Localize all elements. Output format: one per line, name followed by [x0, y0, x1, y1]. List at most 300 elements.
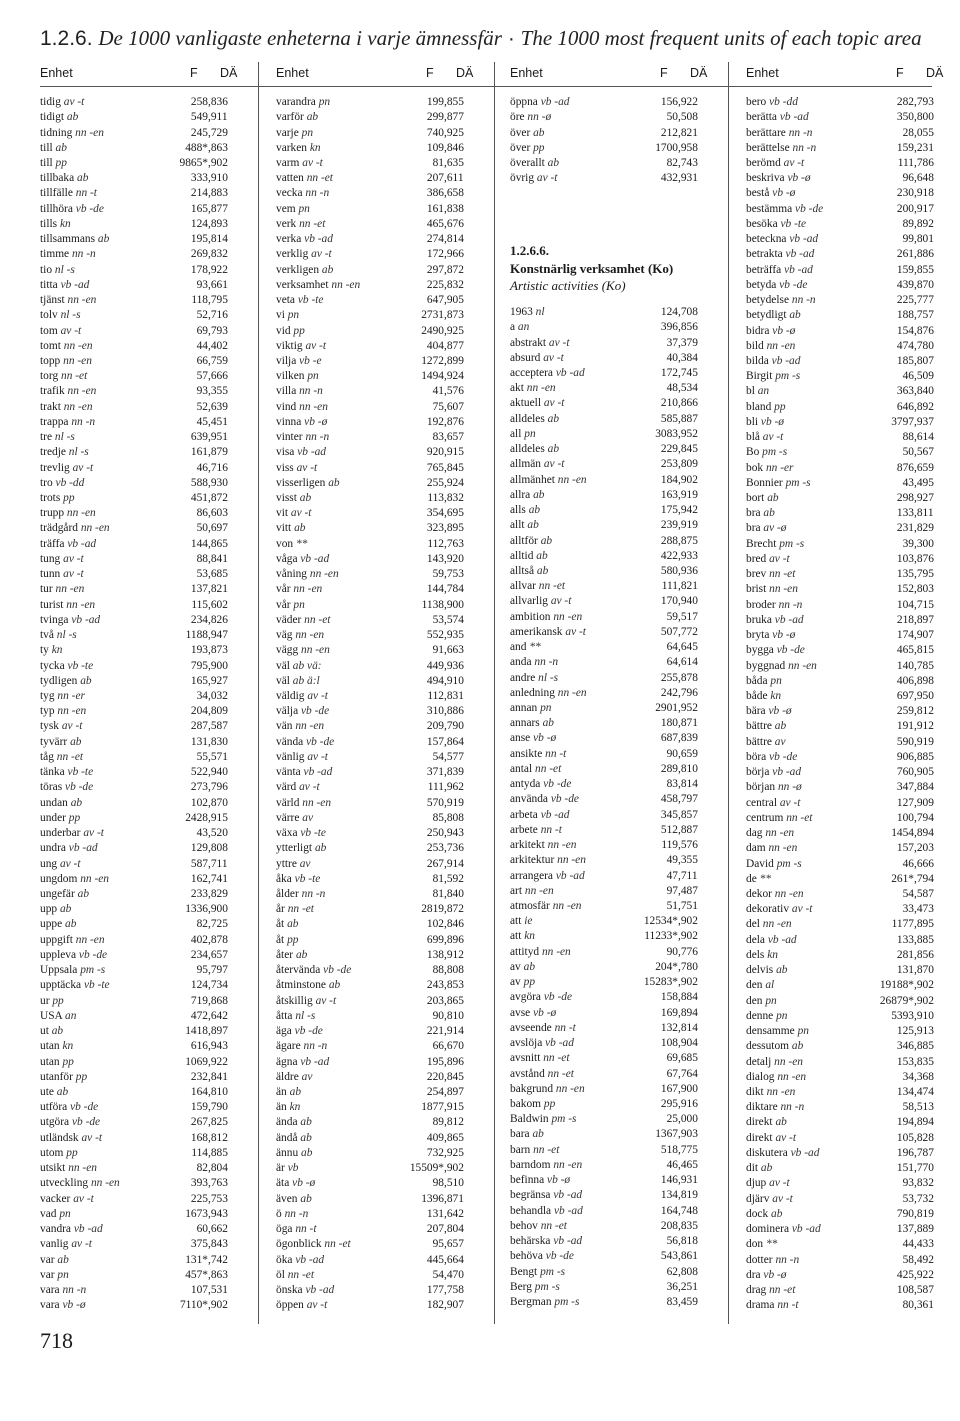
unit-word: Baldwin [510, 1113, 549, 1126]
dispersion-value: ,902 [914, 994, 934, 1007]
unit-word: två [40, 629, 54, 642]
dispersion-value: ,657 [444, 1238, 464, 1251]
table-row [40, 416, 256, 431]
unit-word: verksamhet [276, 278, 329, 291]
dispersion-value: ,912 [444, 948, 464, 961]
table-row [746, 903, 960, 918]
word-class-tag: nn -t [777, 1299, 799, 1312]
unit-word: väg [276, 629, 293, 642]
frequency-value: 53 [432, 613, 444, 626]
unit-entry [40, 995, 64, 1007]
unit-word: uppgift [40, 933, 73, 946]
unit-word: diktare [746, 1101, 778, 1114]
dispersion-value: ,794 [914, 872, 934, 885]
table-row [746, 918, 960, 933]
unit-entry [746, 644, 805, 656]
frequency-value: 161 [190, 446, 208, 459]
unit-entry [276, 294, 323, 306]
word-class-tag: nn -en [557, 686, 587, 699]
frequency-value: 96 [902, 172, 914, 185]
unit-entry [40, 934, 105, 946]
unit-entry [276, 934, 298, 946]
table-row [276, 781, 492, 796]
frequency-value: 245 [190, 126, 208, 139]
table-row [746, 553, 960, 568]
unit-word: dekorativ [746, 903, 790, 916]
frequency-value: 90 [666, 747, 678, 760]
table-row [510, 672, 726, 687]
table-row [510, 1068, 726, 1083]
frequency-value: 393 [190, 1177, 208, 1190]
dispersion-value: ,925 [444, 1146, 464, 1159]
table-row [746, 934, 960, 949]
unit-word: åka [276, 872, 292, 885]
table-row [276, 1147, 492, 1162]
frequency-value: 1367 [655, 1128, 678, 1141]
table-row [746, 766, 960, 781]
table-row [40, 1132, 256, 1147]
table-row [746, 538, 960, 553]
frequency-value: 647 [426, 294, 444, 306]
frequency-value: 95 [432, 1238, 444, 1251]
unit-entry [746, 294, 816, 306]
unit-entry [510, 611, 582, 623]
table-row [746, 660, 960, 675]
table-row [510, 337, 726, 352]
dispersion-value: ,915 [208, 811, 228, 824]
dispersion-value: ,871 [678, 717, 698, 730]
frequency-value: 346 [896, 1040, 914, 1053]
frequency-value: 131* [185, 1253, 208, 1266]
frequency-value: 170 [660, 595, 678, 608]
frequency-value: 98 [432, 1177, 444, 1190]
unit-word: varm [276, 156, 300, 169]
word-class-tag: nn -en [301, 644, 330, 657]
word-class-tag: nn -et [324, 1238, 351, 1251]
header-dispersion: DÄ [220, 66, 238, 80]
unit-word: dotter [746, 1253, 773, 1266]
frequency-value: 81 [432, 888, 444, 900]
unit-word: drag [746, 1283, 767, 1296]
unit-entry [276, 583, 322, 595]
word-class-tag: ab [294, 522, 306, 535]
word-class-tag: vb -de [776, 644, 805, 657]
unit-entry [746, 1238, 777, 1250]
unit-entry [746, 248, 814, 260]
unit-word: alldeles [510, 443, 545, 456]
unit-entry [40, 1025, 63, 1037]
dispersion-value: ,808 [208, 842, 228, 855]
unit-entry [510, 976, 535, 988]
word-class-tag: nn -en [766, 339, 796, 352]
frequency-value: 53 [196, 568, 208, 581]
frequency-value: 549 [190, 111, 208, 124]
word-class-tag: nn -en [66, 507, 96, 520]
unit-word: ytterligt [276, 842, 313, 855]
dispersion-value: ,492 [914, 1253, 934, 1266]
frequency-value: 161 [426, 202, 444, 215]
dispersion-value: ,716 [208, 461, 228, 474]
unit-word: verka [276, 233, 302, 246]
frequency-value: 104 [896, 598, 914, 611]
unit-word: utföra [40, 1101, 68, 1114]
unit-word: Birgit [746, 370, 773, 383]
word-class-tag: av -t [315, 994, 337, 1007]
dispersion-value: ,865 [208, 537, 228, 550]
word-class-tag: ab [299, 492, 312, 504]
frequency-value: 54 [432, 750, 444, 763]
table-row [510, 702, 726, 717]
word-class-tag: vb -ad [555, 869, 585, 882]
dispersion-value: ,900 [208, 903, 228, 916]
word-class-tag: vb -ad [540, 808, 570, 821]
unit-entry [510, 1022, 576, 1034]
unit-entry [276, 340, 326, 352]
unit-word: art [510, 884, 523, 897]
frequency-value: 188 [896, 309, 914, 322]
unit-entry [746, 766, 801, 778]
table-row [746, 431, 960, 446]
word-class-tag: av -t [72, 461, 94, 474]
table-row [40, 218, 256, 233]
unit-word: avgöra [510, 991, 541, 1004]
frequency-value: 195 [190, 233, 208, 246]
dispersion-value: ,602 [208, 598, 228, 611]
frequency-value: 48 [666, 382, 678, 395]
word-class-tag: pm -s [554, 1296, 580, 1308]
unit-entry [746, 477, 811, 489]
word-class-tag: nn -en [67, 294, 97, 306]
unit-word: början [746, 781, 776, 794]
unit-entry [276, 690, 328, 702]
unit-word: tills [40, 217, 58, 230]
word-class-tag: av -t [543, 397, 565, 410]
frequency-value: 108 [660, 1037, 678, 1049]
unit-word: utanför [40, 1070, 73, 1083]
dispersion-value: ,940 [678, 595, 698, 608]
table-row [510, 732, 726, 747]
dispersion-value: ,902 [444, 1162, 464, 1175]
table-row [40, 1040, 256, 1055]
table-row [276, 492, 492, 507]
frequency-value: 52 [196, 400, 208, 413]
unit-entry [746, 370, 800, 382]
word-class-tag: nn -en [552, 900, 582, 912]
unit-entry [746, 964, 787, 976]
word-class-tag: vb -de [294, 1025, 323, 1037]
unit-word: befinna [510, 1174, 545, 1187]
word-class-tag: av -t [783, 156, 805, 169]
table-row [276, 111, 492, 126]
dispersion-value: ,697 [208, 522, 228, 535]
unit-entry [276, 522, 305, 534]
unit-word: Bonnier [746, 476, 783, 489]
word-class-tag: pn [298, 202, 310, 215]
word-class-tag: pm -s [534, 1280, 560, 1293]
unit-entry [746, 751, 797, 763]
frequency-value: 570 [426, 796, 444, 809]
dispersion-value: ,508 [678, 111, 698, 124]
unit-entry [510, 1235, 582, 1247]
unit-entry [40, 1147, 78, 1159]
unit-entry [40, 370, 87, 382]
unit-word: aktuell [510, 397, 541, 410]
table-row [40, 995, 256, 1010]
dispersion-value: ,857 [678, 808, 698, 821]
unit-entry [510, 1220, 567, 1232]
dispersion-value: ,803 [914, 583, 934, 596]
unit-entry [276, 1056, 329, 1068]
word-class-tag: av -t [779, 796, 801, 809]
dispersion-value: ,470 [444, 1268, 464, 1281]
table-row [40, 507, 256, 522]
table-row [510, 915, 726, 930]
table-row [746, 644, 960, 659]
unit-entry [746, 1223, 821, 1235]
dispersion-value: ,853 [444, 979, 464, 992]
table-row [746, 812, 960, 827]
frequency-value: 59 [432, 568, 444, 581]
table-row [746, 1177, 960, 1192]
dispersion-value: ,642 [208, 1009, 228, 1022]
frequency-value: 697 [896, 690, 914, 702]
unit-word: ändå [276, 1131, 298, 1144]
unit-word: detalj [746, 1055, 772, 1068]
frequency-value: 5393 [891, 1009, 914, 1022]
unit-entry [40, 416, 95, 428]
unit-word: visa [276, 446, 295, 459]
unit-word: arkitekt [510, 839, 545, 852]
unit-word: bakgrund [510, 1082, 554, 1095]
frequency-value: 34 [196, 690, 208, 702]
unit-entry [276, 1208, 308, 1220]
unit-word: dit [746, 1162, 759, 1175]
dispersion-value: ,670 [444, 1040, 464, 1053]
unit-word: var [40, 1268, 55, 1281]
unit-entry [510, 1250, 574, 1262]
table-row [510, 519, 726, 534]
unit-entry [40, 979, 110, 991]
unit-word: tycka [40, 659, 65, 672]
table-row [276, 401, 492, 416]
unit-word: dikt [746, 1086, 764, 1098]
unit-entry [276, 553, 329, 565]
unit-entry [510, 1007, 556, 1019]
word-class-tag: vb -ad [67, 537, 97, 550]
unit-entry [746, 1208, 782, 1220]
word-class-tag: nn -en [293, 583, 323, 596]
word-class-tag: kn [289, 1101, 301, 1114]
table-row [746, 401, 960, 416]
table-row [510, 142, 726, 157]
header-unit: Enhet [510, 66, 543, 80]
frequency-value: 33 [902, 903, 914, 916]
unit-entry [746, 416, 784, 428]
table-row [40, 248, 256, 263]
frequency-value: 12534* [643, 915, 678, 928]
frequency-value: 138 [426, 948, 444, 961]
unit-entry [40, 1101, 98, 1113]
unit-entry [40, 842, 98, 854]
table-row [40, 309, 256, 324]
word-class-tag: pn [776, 1009, 788, 1022]
dispersion-value: ,711 [678, 869, 698, 882]
unit-entry [510, 474, 587, 486]
dispersion-value: ,877 [444, 339, 464, 352]
unit-word: undra [40, 842, 66, 855]
frequency-value: 474 [896, 339, 914, 352]
table-row [510, 1250, 726, 1265]
unit-entry [746, 355, 800, 367]
unit-word: öl [276, 1268, 285, 1281]
word-class-tag: vb -ad [304, 233, 333, 246]
unit-word: utan [40, 1055, 60, 1068]
dispersion-value: ,876 [914, 324, 934, 337]
table-row [276, 446, 492, 461]
frequency-value: 225 [896, 294, 914, 306]
unit-entry [276, 1101, 300, 1113]
title-swedish: De 1000 vanligaste enheterna i varje ämnessfär [98, 26, 502, 50]
frequency-value: 83 [666, 1296, 678, 1308]
word-class-tag: av -t [302, 156, 323, 169]
dispersion-value: ,567 [914, 446, 934, 459]
word-class-tag: pn [765, 994, 777, 1007]
unit-entry [40, 751, 83, 763]
table-row [746, 355, 960, 370]
dispersion-value: ,607 [444, 400, 464, 413]
word-class-tag: av -t [307, 690, 328, 702]
word-class-tag: ab [547, 156, 560, 169]
table-row [40, 888, 256, 903]
table-row [276, 385, 492, 400]
table-row [40, 1116, 256, 1131]
table-row [276, 858, 492, 873]
frequency-value: 297 [426, 263, 444, 276]
unit-entry [746, 431, 783, 443]
dispersion-value: ,809 [208, 705, 228, 718]
table-row [40, 1056, 256, 1071]
frequency-value: 425 [896, 1268, 914, 1281]
frequency-value: 639 [190, 431, 208, 444]
word-class-tag: vb -te [294, 872, 321, 885]
unit-entry [40, 873, 109, 885]
unit-entry [40, 1208, 71, 1220]
frequency-value: 178 [190, 263, 208, 276]
unit-word: annan [510, 702, 538, 714]
frequency-value: 102 [190, 796, 208, 809]
unit-entry [276, 1010, 315, 1022]
frequency-value: 242 [660, 686, 678, 699]
word-class-tag: av -t [543, 458, 565, 471]
word-class-tag: ab [56, 1086, 69, 1098]
unit-entry [510, 580, 565, 592]
unit-word: ända [276, 1116, 298, 1129]
unit-word: viss [276, 461, 294, 474]
unit-word: von [276, 537, 294, 550]
unit-word: av [510, 976, 521, 989]
dispersion-value: ,879 [208, 446, 228, 459]
unit-entry [510, 885, 554, 897]
header-frequency: F [896, 66, 904, 80]
frequency-value: 19188* [879, 979, 914, 992]
frequency-value: 90 [432, 1009, 444, 1022]
unit-entry [510, 504, 540, 516]
word-class-tag: nl -s [60, 309, 81, 322]
table-row [276, 1299, 492, 1314]
unit-word: ö [276, 1207, 282, 1220]
unit-word: ute [40, 1086, 54, 1098]
unit-entry [746, 1040, 803, 1052]
word-class-tag: ab [59, 903, 72, 916]
word-class-tag: ab [542, 717, 554, 730]
frequency-value: 124 [190, 217, 208, 230]
dispersion-value: ,770 [914, 1162, 934, 1175]
table-row [510, 687, 726, 702]
unit-entry [276, 995, 336, 1007]
frequency-value: 59 [666, 610, 678, 623]
table-row [746, 797, 960, 812]
table-row [276, 370, 492, 385]
unit-word: tom [40, 324, 58, 337]
unit-entry [746, 172, 811, 184]
word-class-tag: nn -en [555, 1082, 585, 1095]
unit-entry [510, 824, 562, 836]
word-class-tag: pn [293, 598, 305, 611]
frequency-value: 209 [426, 720, 444, 733]
dispersion-value: ,513 [914, 1101, 934, 1114]
dispersion-value: ,777 [914, 294, 934, 306]
dispersion-value: ,910 [444, 674, 464, 687]
dispersion-value: ,902 [208, 156, 228, 169]
unit-entry [276, 187, 329, 199]
word-class-tag: vb -de [323, 964, 352, 977]
dispersion-value: ,676 [444, 217, 464, 230]
unit-word: bilda [746, 354, 769, 367]
unit-entry [40, 264, 75, 276]
unit-entry [276, 157, 323, 169]
unit-word: titta [40, 278, 58, 291]
frequency-value: 129 [190, 842, 208, 855]
unit-word: utländsk [40, 1131, 79, 1144]
unit-word: akt [510, 382, 524, 395]
unit-word: tillsammans [40, 233, 96, 246]
unit-word: varje [276, 126, 299, 139]
frequency-value: 588 [190, 476, 208, 489]
unit-word: bidra [746, 324, 770, 337]
unit-word: allt [510, 519, 525, 532]
frequency-value: 234 [190, 948, 208, 961]
unit-word: dessutom [746, 1040, 790, 1053]
dispersion-value: ,922 [678, 96, 698, 108]
unit-word: arkitektur [510, 854, 555, 867]
table-row [40, 583, 256, 598]
unit-word: uppe [40, 918, 63, 931]
word-class-tag: av [301, 1070, 313, 1083]
unit-entry [276, 918, 298, 930]
section-number: 1.2.6.6. [510, 243, 549, 258]
word-class-tag: pn [797, 1025, 809, 1037]
frequency-value: 289 [660, 762, 678, 775]
unit-entry [746, 1299, 799, 1311]
unit-entry [746, 1056, 803, 1068]
table-row [40, 279, 256, 294]
unit-word: överallt [510, 156, 545, 169]
word-class-tag: pp [52, 994, 64, 1007]
unit-word: barn [510, 1143, 531, 1156]
unit-entry [510, 127, 545, 139]
unit-word: den [746, 994, 763, 1007]
unit-entry [40, 1269, 69, 1281]
